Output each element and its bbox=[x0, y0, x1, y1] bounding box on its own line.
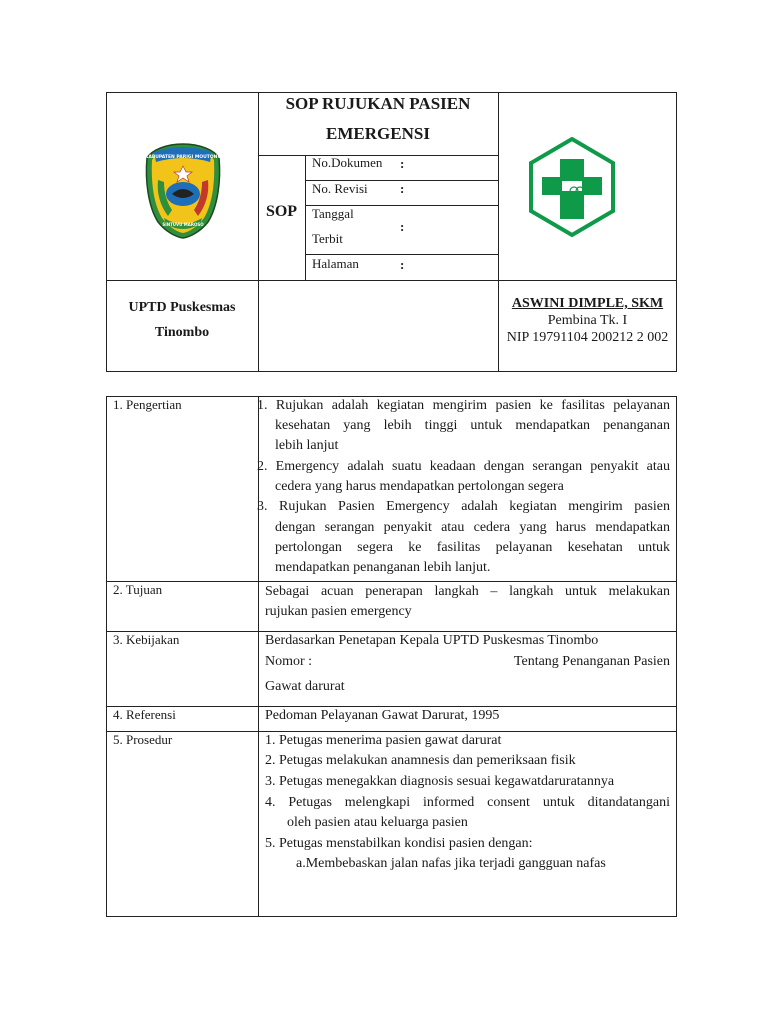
signer-nip: NIP 19791104 200212 2 002 bbox=[506, 330, 669, 345]
org-name-line2: Tinombo bbox=[154, 325, 210, 340]
regency-emblem-logo bbox=[142, 140, 224, 240]
signer-name: ASWINI DIMPLE, SKM bbox=[511, 296, 664, 311]
kebijakan-nomor: Nomor : bbox=[265, 654, 313, 669]
pengertian-line: lebih lanjut bbox=[275, 438, 339, 453]
field-tanggal-colon: : bbox=[400, 219, 405, 234]
field-halaman-colon: : bbox=[400, 257, 405, 272]
row-divider-referensi bbox=[106, 706, 677, 707]
field-terbit: Terbit bbox=[312, 231, 343, 246]
field-no-dokumen: No.Dokumen bbox=[312, 155, 383, 170]
field-tanggal: Tanggal bbox=[312, 206, 354, 221]
org-name-line1: UPTD Puskesmas bbox=[128, 300, 236, 315]
pengertian-line: mendapatkan penanganan lebih lanjut. bbox=[275, 560, 491, 575]
sop-label: SOP bbox=[265, 203, 298, 220]
field-halaman: Halaman bbox=[312, 256, 359, 271]
puskesmas-logo bbox=[528, 137, 616, 237]
prosedur-step: 3. Petugas menegakkan diagnosis sesuai kegawatdaruratannya bbox=[265, 774, 615, 789]
tujuan-line: rujukan pasien emergency bbox=[265, 604, 412, 619]
pengertian-line: dengan serangan penyakit atau cedera yang harus mendapatkan bbox=[275, 520, 670, 535]
pengertian-line: pertolongan segera ke fasilitas pelayanan kesehatan untuk bbox=[275, 540, 670, 555]
row-divider-tujuan bbox=[106, 581, 677, 582]
label-pengertian: 1. Pengertian bbox=[113, 397, 182, 412]
kebijakan-line3: Gawat darurat bbox=[265, 679, 345, 694]
sop-grid-row3 bbox=[305, 254, 498, 255]
referensi-text: Pedoman Pelayanan Gawat Darurat, 1995 bbox=[265, 708, 500, 723]
emblem-top-text: KABUPATEN PARIGI MOUTONG bbox=[144, 155, 222, 160]
kebijakan-line1: Berdasarkan Penetapan Kepala UPTD Puskesmas Tinombo bbox=[265, 633, 599, 648]
emblem-bottom-text: SINTUVU MAROSO bbox=[162, 222, 204, 227]
prosedur-step: oleh pasien atau keluarga pasien bbox=[287, 815, 468, 830]
prosedur-substep: a.Membebaskan jalan nafas jika terjadi gangguan nafas bbox=[296, 856, 606, 871]
signer-rank: Pembina Tk. I bbox=[547, 313, 628, 328]
field-no-dokumen-colon: : bbox=[400, 156, 405, 171]
pengertian-line: cedera yang harus mendapatkan pertolongan segera bbox=[275, 479, 564, 494]
prosedur-step: 2. Petugas melakukan anamnesis dan pemeriksaan fisik bbox=[265, 753, 576, 768]
label-tujuan: 2. Tujuan bbox=[113, 582, 163, 597]
tujuan-line: Sebagai acuan penerapan langkah – langkah untuk melakukan bbox=[265, 584, 670, 599]
pengertian-line: 3. Rujukan Pasien Emergency adalah kegiatan mengirim pasien bbox=[257, 499, 670, 514]
header-divider bbox=[106, 280, 677, 281]
row-divider-kebijakan bbox=[106, 631, 677, 632]
field-no-revisi-colon: : bbox=[400, 181, 405, 196]
pengertian-line: kesehatan yang lebih tinggi untuk mendapatkan penanganan bbox=[275, 418, 670, 433]
row-divider-prosedur bbox=[106, 731, 677, 732]
prosedur-step: 4. Petugas melengkapi informed consent untuk ditandatangani bbox=[265, 795, 670, 810]
pengertian-line: 2. Emergency adalah suatu keadaan dengan serangan penyakit atau bbox=[257, 459, 670, 474]
sop-grid-divider bbox=[305, 155, 306, 280]
kebijakan-tentang: Tentang Penanganan Pasien bbox=[513, 654, 670, 669]
label-kebijakan: 3. Kebijakan bbox=[113, 632, 180, 647]
label-prosedur: 5. Prosedur bbox=[113, 732, 173, 747]
prosedur-step: 5. Petugas menstabilkan kondisi pasien dengan: bbox=[265, 836, 533, 851]
field-no-revisi: No. Revisi bbox=[312, 181, 368, 196]
pengertian-line: 1. Rujukan adalah kegiatan mengirim pasien ke fasilitas pelayanan bbox=[257, 398, 670, 413]
prosedur-step: 1. Petugas menerima pasien gawat darurat bbox=[265, 733, 502, 748]
document-title-line2: EMERGENSI bbox=[326, 124, 430, 143]
document-title-line1: SOP RUJUKAN PASIEN bbox=[285, 94, 471, 113]
label-referensi: 4. Referensi bbox=[113, 707, 176, 722]
